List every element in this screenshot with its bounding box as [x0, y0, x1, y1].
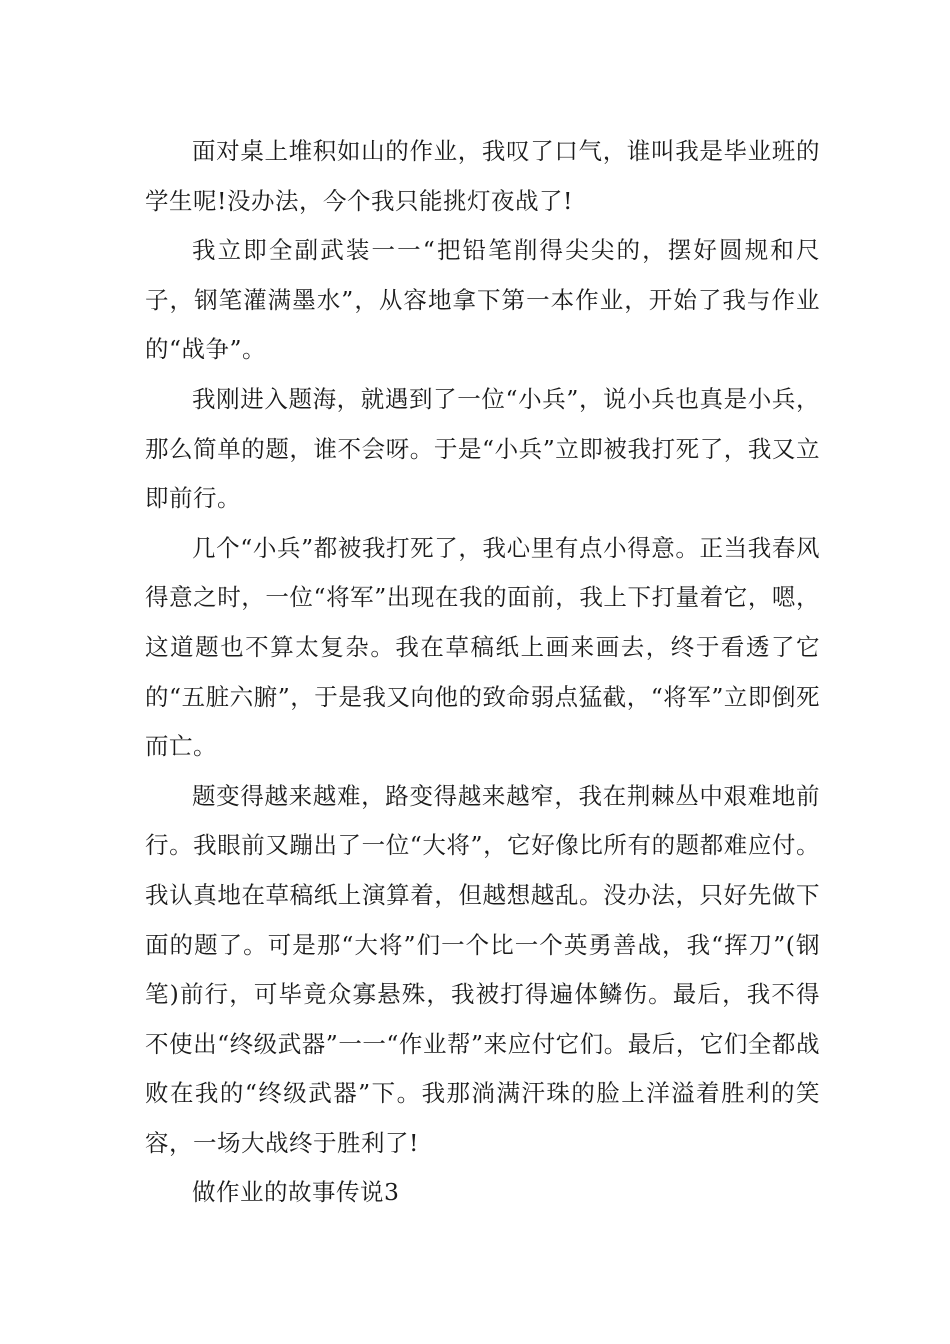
- paragraph-1: 面对桌上堆积如山的作业，我叹了口气，谁叫我是毕业班的学生呢!没办法，今个我只能挑灯夜战了!: [145, 137, 820, 215]
- section-heading: 做作业的故事传说3: [192, 1178, 400, 1207]
- paragraph-2: 我立即全副武装一一“把铅笔削得尖尖的，摆好圆规和尺子，钢笔灌满墨水”，从容地拿下第一本作业，开始了我与作业的“战争”。: [145, 236, 820, 364]
- document-body: [145, 127, 820, 1218]
- paragraph-5: 题变得越来越难，路变得越来越窄，我在荆棘丛中艰难地前行。我眼前又蹦出了一位“大将”，它好像比所有的题都难应付。我认真地在草稿纸上演算着，但越想越乱。没办法，只好先做下面的题了。可是那“大将”们一个比一个英勇善战，我“挥刀”(钢笔)前行，可毕竟众寡悬殊，我被打得遍体鳞伤。最后，我不得不使出“终级武器”一一“作业帮”来应付它们。最后，它们全都战败在我的“终级武器”下。我那淌满汗珠的脸上洋溢着胜利的笑容，一场大战终于胜利了!: [145, 781, 820, 1157]
- paragraph-4: 几个“小兵”都被我打死了，我心里有点小得意。正当我春风得意之时，一位“将军”出现在我的面前，我上下打量着它，嗯，这道题也不算太复杂。我在草稿纸上画来画去，终于看透了它的“五脏六腑”，于是我又向他的致命弱点猛截，“将军”立即倒死而亡。: [145, 533, 820, 761]
- paragraph-3: 我刚进入题海，就遇到了一位“小兵”，说小兵也真是小兵，那么简单的题，谁不会呀。于是“小兵”立即被我打死了，我又立即前行。: [145, 384, 820, 513]
